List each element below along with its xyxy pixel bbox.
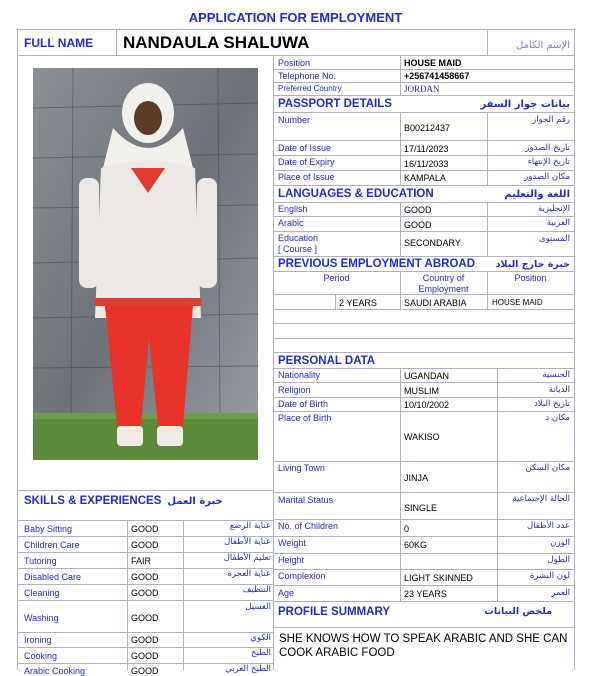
- telephone-label: Telephone No.: [278, 71, 337, 81]
- education-value: SECONDARY: [404, 238, 461, 248]
- religion-value: MUSLIM: [404, 386, 440, 396]
- dob-ar: تاريخ البلاد: [534, 399, 570, 409]
- arabic-value: GOOD: [404, 220, 432, 230]
- skill-washing: Washing: [24, 613, 59, 623]
- date-issue-label: Date of Issue: [278, 143, 332, 153]
- skill-disabled-care-ar: عناية العجزة: [227, 569, 271, 579]
- height-label: Height: [278, 555, 305, 565]
- skill-disabled-care: Disabled Care: [24, 572, 82, 582]
- skill-arabic-cooking: Arabic Cooking: [24, 666, 86, 676]
- passport-number-value: B00212437: [404, 123, 451, 133]
- complexion-ar: لون البشرة: [529, 571, 570, 581]
- pob-label: Place of Birth: [278, 413, 332, 423]
- skills-header-ar: خبرة العمل: [167, 495, 223, 507]
- country-col: Country of Employment: [418, 273, 469, 294]
- previous-header-ar: خبرة خارج البلاد: [495, 258, 570, 270]
- pob-value: WAKISO: [404, 432, 440, 442]
- skill-cooking: Cooking: [24, 651, 58, 661]
- age-ar: العمر: [551, 588, 570, 598]
- skill-washing-ar: الغسيل: [245, 602, 271, 612]
- skill-children-care-ar: عناية الأطفال: [224, 537, 271, 547]
- telephone-value: +256741458667: [404, 71, 470, 81]
- religion-ar: الديانة: [548, 385, 570, 395]
- skill-cleaning-value: GOOD: [131, 588, 159, 598]
- position-value: HOUSE MAID: [404, 58, 462, 68]
- skills-header-en: SKILLS & EXPERIENCES: [24, 495, 162, 507]
- nationality-label: Nationality: [278, 370, 321, 380]
- education-ar: المستوى: [538, 234, 570, 244]
- skill-cooking-ar: الطبخ: [251, 648, 271, 658]
- prev-position: HOUSE MAID: [492, 298, 543, 307]
- weight-label: Weight: [278, 538, 306, 548]
- period-col: Period: [323, 273, 350, 283]
- prev-period: 2 YEARS: [339, 298, 377, 308]
- marital-ar: الحالة الإجتماعية: [512, 494, 570, 504]
- skill-baby-sitting-value: GOOD: [131, 524, 159, 534]
- skill-cleaning: Cleaning: [24, 588, 60, 598]
- languages-header-ar: اللغة والتعليم: [504, 188, 570, 200]
- age-value: 23 YEARS: [404, 589, 447, 599]
- children-ar: عدد الأطفال: [526, 521, 570, 531]
- marital-value: SINGLE: [404, 503, 438, 513]
- skill-baby-sitting-ar: عناية الرضع: [229, 521, 271, 531]
- living-town-value: JINJA: [404, 473, 429, 483]
- place-issue-value: KAMPALA: [404, 173, 446, 183]
- languages-header: [274, 186, 574, 202]
- date-issue-value: 17/11/2023: [404, 144, 449, 154]
- applicant-photo: [33, 68, 258, 460]
- previous-header: [274, 257, 574, 271]
- weight-ar: الوزن: [550, 538, 570, 548]
- skill-tutoring-value: FAIR: [131, 556, 152, 566]
- date-expiry-ar: تاريخ الإنتهاء: [527, 157, 570, 167]
- arabic-label: Arabic: [278, 218, 304, 228]
- dob-value: 10/10/2002: [404, 400, 450, 410]
- skill-children-care-value: GOOD: [131, 540, 159, 550]
- previous-header-en: PREVIOUS EMPLOYMENT ABROAD: [278, 258, 476, 270]
- complexion-label: Complexion: [278, 571, 326, 581]
- prev-country: SAUDI ARABIA: [404, 298, 467, 308]
- living-town-label: Living Town: [278, 463, 325, 473]
- marital-label: Marital Status: [278, 495, 334, 505]
- skill-cleaning-ar: التنظيف: [242, 585, 271, 595]
- preferred-country-value: JORDAN: [404, 84, 440, 94]
- pob-ar: مكان د: [545, 413, 570, 423]
- religion-label: Religion: [278, 385, 311, 395]
- date-expiry-value: 16/11/2033: [404, 159, 449, 169]
- date-expiry-label: Date of Expiry: [278, 157, 335, 167]
- skills-header: [20, 493, 274, 509]
- full-name-label: FULL NAME: [24, 36, 94, 50]
- english-value: GOOD: [404, 205, 432, 215]
- applicant-photo-image: [33, 68, 258, 460]
- position-label: Position: [278, 58, 311, 68]
- date-issue-ar: تاريخ الصدور: [525, 143, 570, 153]
- passport-header: [274, 96, 574, 112]
- passport-number-label: Number: [278, 115, 311, 125]
- complexion-value: LIGHT SKINNED: [404, 573, 473, 583]
- profile-summary-text: SHE KNOWS HOW TO SPEAK ARABIC AND SHE CAN COOK ARABIC FOOD: [279, 633, 568, 659]
- languages-header-en: LANGUAGES & EDUCATION: [278, 188, 434, 200]
- children-label: No. of Children: [278, 521, 339, 531]
- full-name-value: NANDAULA SHALUWA: [123, 33, 310, 52]
- place-issue-ar: مكان الصدور: [524, 172, 570, 182]
- skill-ironing-value: GOOD: [131, 635, 159, 645]
- personal-header: [274, 353, 574, 368]
- skill-children-care: Children Care: [24, 540, 80, 550]
- skill-disabled-care-value: GOOD: [131, 572, 159, 582]
- skill-cooking-value: GOOD: [131, 651, 159, 661]
- english-label: English: [278, 204, 308, 214]
- profile-header-ar: ملخص البيانات: [484, 606, 552, 617]
- personal-header-en: PERSONAL DATA: [278, 354, 376, 367]
- children-value: 0: [404, 524, 410, 534]
- skill-tutoring-ar: تعليم الأطفال: [223, 553, 271, 563]
- preferred-country-label: Preferred Country: [278, 84, 342, 93]
- passport-header-ar: بيانات جواز السفر: [480, 98, 570, 110]
- skill-baby-sitting: Baby Sitting: [24, 524, 73, 534]
- form-title: APPLICATION FOR EMPLOYMENT: [188, 10, 403, 25]
- passport-header-en: PASSPORT DETAILS: [278, 98, 392, 110]
- arabic-ar: العربية: [546, 218, 570, 228]
- skill-ironing-ar: الكوي: [250, 633, 271, 643]
- profile-header-en: PROFILE SUMMARY: [278, 605, 391, 618]
- nationality-ar: الجنسية: [542, 370, 570, 380]
- skill-arabic-cooking-ar: الطبخ العربي: [225, 664, 271, 674]
- position-col: Position: [514, 273, 547, 283]
- education-label: Education: [278, 233, 319, 243]
- skill-washing-value: GOOD: [131, 613, 159, 623]
- skill-arabic-cooking-value: GOOD: [131, 666, 159, 676]
- weight-value: 60KG: [404, 540, 428, 550]
- education-label-course: [ Course ]: [278, 244, 318, 254]
- full-name-arabic: الإسم الكامل: [515, 40, 570, 51]
- place-issue-label: Place of Issue: [278, 172, 335, 182]
- age-label: Age: [278, 588, 295, 598]
- dob-label: Date of Birth: [278, 399, 329, 409]
- profile-header: [274, 602, 574, 621]
- skill-ironing: Ironing: [24, 635, 52, 645]
- nationality-value: UGANDAN: [404, 371, 450, 381]
- height-ar: الطول: [547, 555, 570, 565]
- english-ar: الإنجليزية: [537, 204, 570, 214]
- skill-tutoring: Tutoring: [24, 556, 57, 566]
- passport-number-ar: رقم الجواز: [532, 115, 570, 125]
- living-town-ar: مكان السكن: [525, 463, 570, 473]
